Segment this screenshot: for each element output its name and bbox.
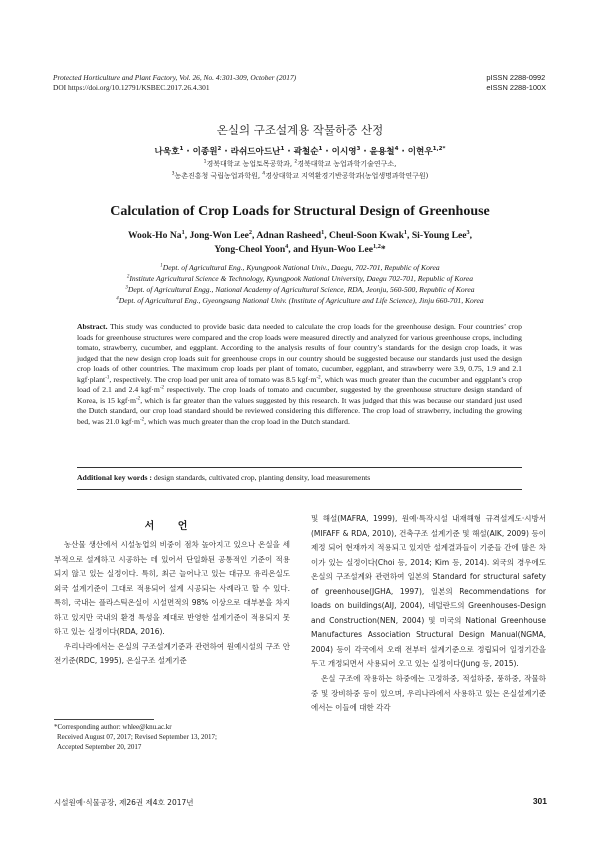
abstract <box>77 322 522 427</box>
paragraph: 온실 구조에 작용하는 하중에는 고정하중, 적설하중, 풍하중, 작물하중 및 장비하중 등이 있으며, 우리나라에서 사용하고 있는 온실설계기준에서는 이들에 대한 각각 <box>311 674 546 713</box>
english-affiliation-4: $^4$Dept. of Agricultural Eng., Gyeongsang National Univ. (Institute of Agriculture and Life Science), Jinju 660-701, Korea <box>116 296 484 305</box>
footnote <box>54 722 290 752</box>
english-affiliation-3: $^3$Dept. of Agricultural Engg., National Academy of Agricultural Science, RDA, Jeonju, 560-500, Republic of Korea <box>125 285 475 294</box>
korean-affiliation-1: $^1$경북대학교 농업토목공학과, $^2$경북대학교 농업과학기술연구소, <box>203 159 397 168</box>
paragraph: 농산물 생산에서 시설농업의 비중이 점차 높아지고 있으나 온실을 세부적으로 설계하고 시공하는 데 있어서 단일화된 공통적인 기준이 적용되지 않고 있는 실정이다. 특히, 최근 늘어나고 있는 대규모 유리온실도 외국 설계기준이 그대로 적용되어 설계 시공되는 사례라고 할 수 있다. 특히, 국내는 플라스틱온실이 시설면적의 98% 이상으로 대부분을 차지하고 있지만 국내의 환경 특성을 제대로 반영한 설계기준이 적용되지 못하고 있는 실정이다(RDA, 2016). <box>54 540 290 637</box>
corresponding-author: *Corresponding author: whlee@knu.ac.kr <box>54 723 172 731</box>
received-date: Received August 07, 2017; Revised September 13, 2017; <box>57 733 218 741</box>
keywords-text: design standards, cultivated crop, planting density, load measurements <box>153 473 371 482</box>
english-authors-line-2: Yong-Cheol Yoon$^4$, and Hyun-Woo Lee$^{1,2}$* <box>214 242 386 255</box>
journal-citation: Protected Horticulture and Plant Factory, Vol. 26, No. 4:301-309, October (2017) <box>53 73 297 82</box>
eissn: eISSN 2288-100X <box>486 83 546 92</box>
english-affiliation-2: $^2$Institute Agricultural Science & Technology, Kyungpook National University, Daegu 702-701, Republic of Korea <box>126 274 474 283</box>
body-column-left <box>54 538 290 669</box>
korean-authors: 나욱호$^1$ · 이종원$^2$ · 라쉬드아드난$^1$ · 곽철순$^1$ · 이시영$^3$ · 윤용철$^4$ · 이현우$^{1,2*}$ <box>154 146 446 157</box>
footer-journal: 시설원예·식물공장, 제26권 제4호 2017년 <box>54 798 194 807</box>
paragraph: 우리나라에서는 온실의 구조설계기준과 관련하여 원예시설의 구조 안전기준(RDC, 1995), 온실구조 설계기준 <box>54 641 290 666</box>
section-heading: 서 언 <box>144 521 198 532</box>
page-number: 301 <box>532 796 547 806</box>
pissn: pISSN 2288-0992 <box>486 73 546 82</box>
divider-bottom <box>77 489 522 490</box>
keywords-label: Additional key words : <box>77 473 152 482</box>
english-affiliation-1: $^1$Dept. of Agricultural Eng., Kyungpook National Univ., Daegu, 702-701, Republic of Korea <box>160 263 440 272</box>
english-title: Calculation of Crop Loads for Structural Design of Greenhouse <box>110 204 490 219</box>
english-authors-line-1: Wook-Ho Na$^1$, Jong-Won Lee$^2$, Adnan Rasheed$^1$, Cheul-Soon Kwak$^1$, Si-Young Lee$^3$, <box>127 228 473 241</box>
abstract-text: This study was conducted to provide basic data needed to calculate the crop loads for the greenhouse design. Four countries’ crop loads for greenhouse structures were compared and the crop loads were measured directly and analyzed for various greenhouse crops, including tomato, strawberry, cucumber, and eggplant. According to the analysis results of four country’s standards for the design crop loads, it was judged that the new design crop loads suit for greenhouse crops in our country should be suggested because our standards just used the design crop loads of other countries. The maximum crop loads per plant of tomato, cucumber, eggplant, and strawberry were 3.9, 0.75, 1.9 and 2.1 kgf·plant$^{-1}$, respectively. The crop load per unit area of tomato was 8.5 $kgf\cdot m^{-2}$, which was much greater than the cucumber and eggplant’s crop load of 2.1 and 2.4 $kgf\cdot m^{-2}$ respectively. The crop loads of tomato and cucumber, suggested by the greenhouse structure design standard of Korea, is 15 $kgf\cdot m^{-2}$, which is far greater than the values suggested by this research. It was judged that this was because our standard just used the Dutch standard, our crop load standard should be reviewed considering this difference. The crop load of strawberry, including the growing bed, was 21.0 $kgf\cdot m^{-2}$, which was much greater than the crop load in the Dutch standard. <box>77 322 523 426</box>
keywords <box>77 473 522 482</box>
korean-title: 온실의 구조설계용 작물하중 산정 <box>216 123 384 137</box>
footnote-divider <box>54 719 154 720</box>
korean-affiliation-2: $^3$농촌진흥청 국립농업과학원, $^4$경상대학교 지역환경기반공학과(농업생명과학연구원) <box>171 171 429 180</box>
accepted-date: Accepted September 20, 2017 <box>57 743 142 751</box>
abstract-label: Abstract. <box>77 322 108 331</box>
paragraph: 및 해설(MAFRA, 1999), 원예·특작시설 내재해형 규격설계도·시방서(MIFAFF & RDA, 2010), 건축구조 설계기준 및 해설(AIK, 2009) 등이 제정 되어 현재까지 적용되고 있지만 설계결과들이 기준들 간에 많은 차이가 있는 실정이다(Choi 등, 2014; Kim 등, 2014). 외국의 경우에도 온실의 구조설계와 관련하여 일본의 Standard for structural safety of greenhouse(JGHA, 1997), 일본의 Recommendations for loads on buildings(AIJ, 2004), 네덜란드의 Greenhouses-Design and Construction(NEN, 2004) 및 미국의 National Greenhouse Manufactures Association Structural Design Manual(NGMA, 2004) 등이 각국에서 오래 전부터 설계기준으로 정립되어 일정기간을 두고 개정되면서 사용되어 오고 있는 실정이다(Jung 등, 2015). <box>311 514 546 669</box>
body-column-right <box>311 512 546 716</box>
divider-top <box>77 467 522 468</box>
doi-link[interactable]: DOI https://doi.org/10.12791/KSBEC.2017.26.4.301 <box>53 83 210 92</box>
